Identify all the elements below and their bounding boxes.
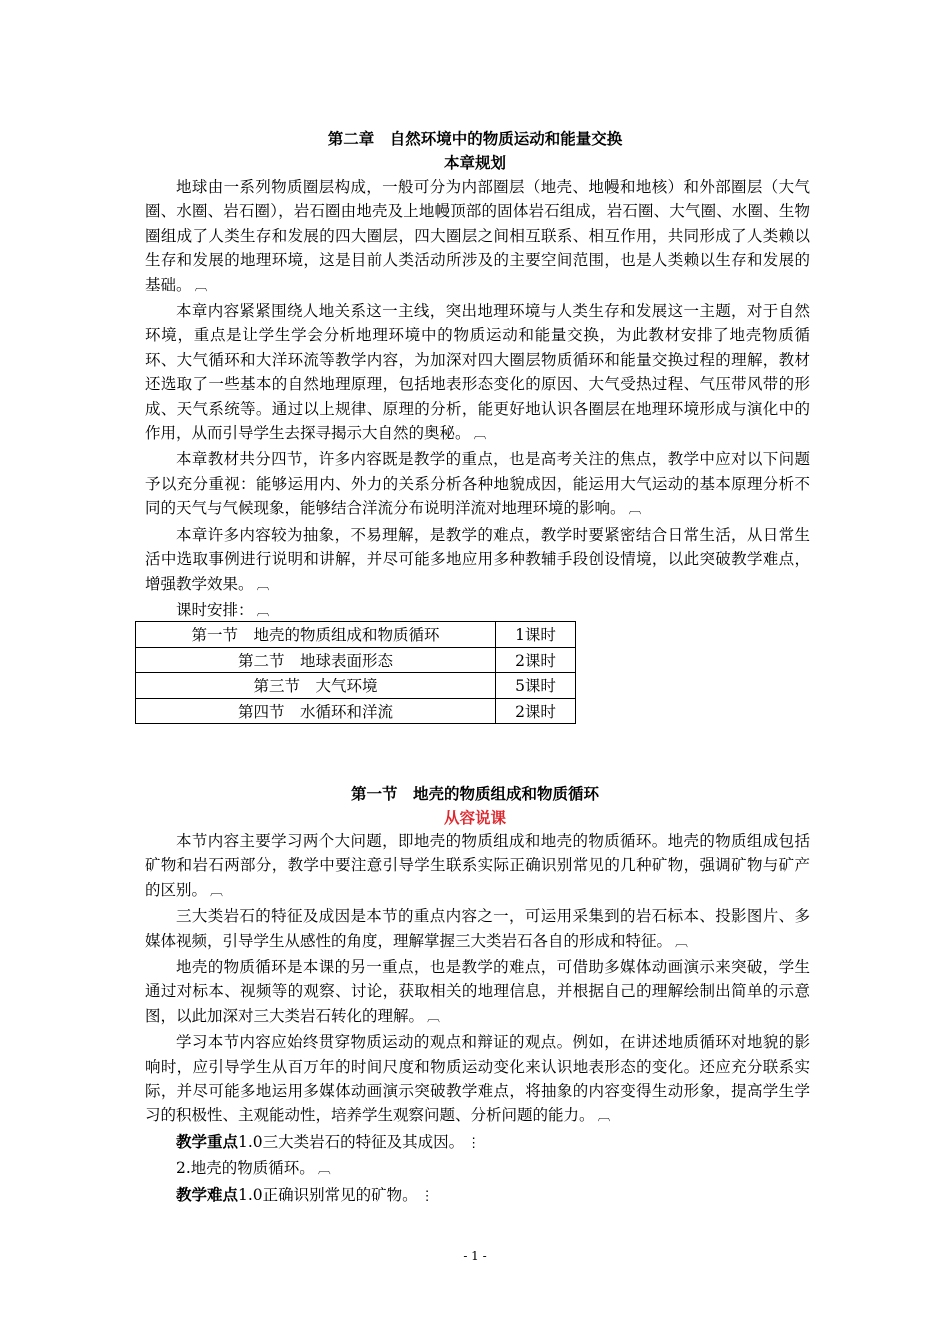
hours-cell: 2课时 [496,698,576,724]
paragraph-mark-icon: ︹ [675,934,688,950]
chapter-subtitle: 本章规划 [443,154,506,172]
section-paragraph: 学习本节内容应始终贯穿物质运动的观点和辩证的观点。例如，在讲述地质循环对地貌的影响时，应引导学生从百万年的时间尺度和物质运动变化来认识地表形态的变化。还应充分联系实际，并尽可能多地运用多媒体动画演示突破教学难点，将抽象的内容变得生动形象，提高学生学习的积极性、主观能动性，培养学生观察问题、分析问题的能力。 ︹ [145,1033,810,1125]
chapter-paragraph: 本章内容紧紧围绕人地关系这一主线，突出地理环境与人类生存和发展这一主题，对于自然环境，重点是让学生学会分析地理环境中的物质运动和能量交换，为此教材安排了地壳物质循环、大气循环和大洋环流等教学内容，为加深对四大圈层物质循环和能量交换过程的理解，教材还选取了一些基本的自然地理原理，包括地表形态变化的原因、大气受热过程、气压带风带的形成、天气系统等。通过以上规律、原理的分析，能更好地认识各圈层在地理环境形成与演化中的作用，从而引导学生去探寻揭示大自然的奥秘。 ︹ [145,302,810,443]
section-paragraph: 地壳的物质循环是本课的另一重点，也是教学的难点，可借助多媒体动画演示来突破，学生通过对标本、视频等的观察、讨论，获取相关的地理信息，并根据自己的理解绘制出简单的示意图，以此加深对三大类岩石转化的理解。 ︹ [145,958,810,1025]
hours-cell: 2课时 [496,647,576,673]
paragraph-mark-icon: ︹ [427,1009,440,1025]
dots-mark-icon: ⋮ [420,1188,433,1204]
paragraph-mark-icon: ︹ [473,427,486,443]
table-row [136,698,576,724]
chapter-body [145,175,810,624]
paragraph-mark-icon: ︹ [256,603,269,619]
chapter-paragraph: 地球由一系列物质圈层构成，一般可分为内部圈层（地壳、地幔和地核）和外部圈层（大气圈、水圈、岩石圈），岩石圈由地壳及上地幔顶部的固体岩石组成，岩石圈、大气圈、水圈、生物圈组成了人类生存和发展的四大圈层，四大圈层之间相互联系、相互作用，共同形成了人类赖以生存和发展的地理环境，这是目前人类活动所涉及的主要空间范围，也是人类赖以生存和发展的基础。 ︹ [145,178,810,294]
section-cell: 第二节 地球表面形态 [136,647,496,673]
paragraph-mark-icon: ︹ [194,278,207,294]
chapter-paragraph: 本章教材共分四节，许多内容既是教学的重点，也是高考关注的焦点，教学中应对以下问题予以充分重视：能够运用内、外力的关系分析各种地貌成因，能运用大气运动的基本原理分析不同的天气与气候现象，能够结合洋流分布说明洋流对地理环境的影响。 ︹ [145,450,810,518]
section-subtitle: 从容说课 [443,809,506,827]
section-paragraph: 三大类岩石的特征及成因是本节的重点内容之一，可运用采集到的岩石标本、投影图片、多媒体视频，引导学生从感性的角度，理解掌握三大类岩石各自的形成和特征。 ︹ [145,907,810,950]
hours-cell: 1课时 [496,622,576,648]
section-body [145,829,810,1209]
schedule-table [135,621,576,724]
dots-mark-icon: ⋮ [467,1135,480,1151]
section-cell: 第四节 水循环和洋流 [136,698,496,724]
table-row [136,647,576,673]
paragraph-mark-icon: ︹ [256,577,269,593]
teaching-key-points: 教学重点1.0三大类岩石的特征及其成因。 ⋮ [176,1132,480,1151]
hours-cell: 5课时 [496,673,576,699]
teaching-key-points-2: 2.地壳的物质循环。 ︹ [176,1159,330,1178]
chapter-title: 第二章 自然环境中的物质运动和能量交换 [327,130,623,148]
paragraph-mark-icon: ︹ [210,883,223,899]
paragraph-mark-icon: ︹ [597,1109,610,1125]
page-number: - 1 - [463,1249,487,1263]
schedule-label: 课时安排： ︹ [176,600,269,619]
table-row [136,673,576,699]
chapter-paragraph: 本章许多内容较为抽象，不易理解，是教学的难点，教学时要紧密结合日常生活，从日常生活中选取事例进行说明和讲解，并尽可能多地应用多种教辅手段创设情境，以此突破教学难点，增强教学效果。 ︹ [145,525,810,593]
section-title: 第一节 地壳的物质组成和物质循环 [350,785,599,803]
paragraph-mark-icon: ︹ [317,1162,330,1178]
paragraph-mark-icon: ︹ [628,502,641,518]
section-cell: 第三节 大气环境 [136,673,496,699]
teaching-difficulties: 教学难点1.0正确识别常见的矿物。 ⋮ [176,1185,433,1204]
section-cell: 第一节 地壳的物质组成和物质循环 [136,622,496,648]
table-row [136,622,576,648]
section-paragraph: 本节内容主要学习两个大问题，即地壳的物质组成和地壳的物质循环。地壳的物质组成包括矿物和岩石两部分，教学中要注意引导学生联系实际正确识别常见的几种矿物，强调矿物与矿产的区别。 ︹ [145,832,810,899]
